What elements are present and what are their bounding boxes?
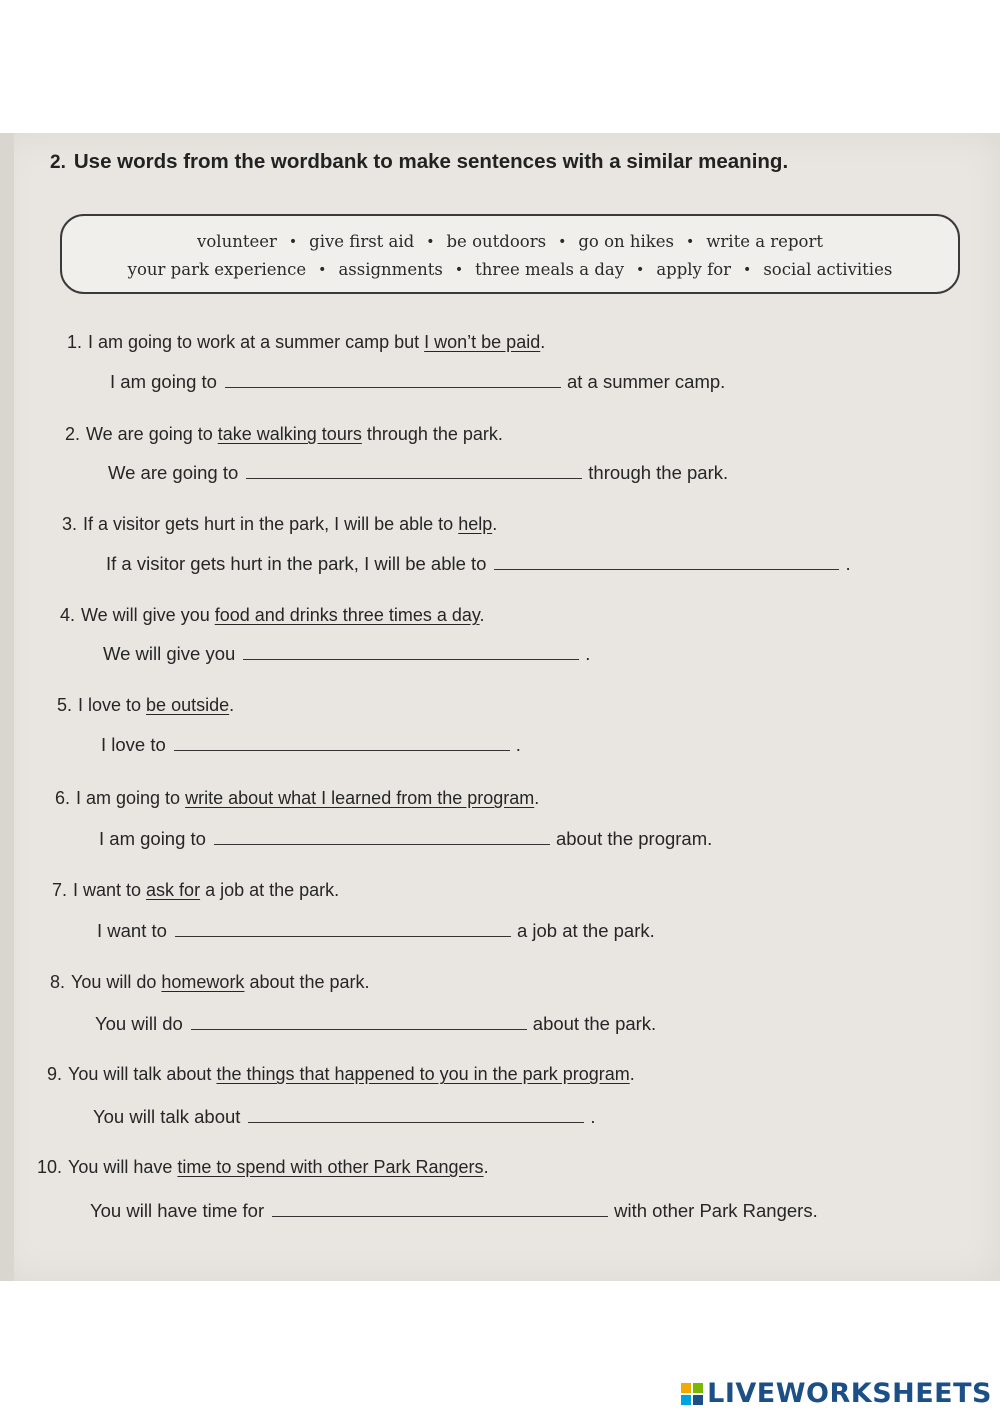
wordbank-word: assignments	[338, 260, 443, 279]
answer-line-10: You will have time for with other Park Rangers.	[90, 1200, 818, 1221]
wordbank	[60, 214, 960, 294]
wordbank-line-1	[62, 232, 958, 251]
answer-line-2: We are going to through the park.	[108, 462, 729, 483]
answer-blank-9[interactable]	[248, 1108, 584, 1123]
underlined-phrase: homework	[161, 972, 245, 992]
question-6: 6. I am going to write about what I learned from the program.	[54, 788, 540, 808]
bullet-icon: •	[426, 234, 435, 250]
wordbank-word: volunteer	[197, 232, 277, 251]
underlined-phrase: write about what I learned from the program	[185, 788, 535, 808]
question-4: 4. We will give you food and drinks three times a day.	[59, 605, 485, 625]
logo-squares-icon	[681, 1383, 703, 1405]
answer-blank-7[interactable]	[175, 922, 511, 937]
answer-blank-10[interactable]	[272, 1202, 608, 1217]
wordbank-word: go on hikes	[578, 232, 675, 251]
question-9: 9. You will talk about the things that happened to you in the park program.	[46, 1064, 635, 1084]
answer-line-9: You will talk about .	[93, 1106, 596, 1127]
exercise-number: 2.	[50, 152, 66, 173]
wordbank-line-2	[62, 260, 958, 279]
question-7: 7. I want to ask for a job at the park.	[51, 880, 340, 900]
wordbank-word: be outdoors	[446, 232, 547, 251]
answer-blank-2[interactable]	[246, 464, 582, 479]
wordbank-word: your park experience	[127, 260, 307, 279]
bullet-icon: •	[558, 234, 567, 250]
wordbank-word: apply for	[656, 260, 732, 279]
answer-line-7: I want to a job at the park.	[97, 920, 655, 941]
bullet-icon: •	[318, 262, 327, 278]
wordbank-word: write a report	[706, 232, 823, 251]
logo-text: LIVEWORKSHEETS	[707, 1378, 992, 1409]
bullet-icon: •	[636, 262, 645, 278]
question-10: 10. You will have time to spend with other Park Rangers.	[36, 1157, 489, 1177]
wordbank-word: social activities	[763, 260, 893, 279]
underlined-phrase: ask for	[146, 880, 201, 900]
underlined-phrase: time to spend with other Park Rangers	[177, 1157, 484, 1177]
answer-blank-1[interactable]	[225, 373, 561, 388]
bullet-icon: •	[743, 262, 752, 278]
bullet-icon: •	[288, 234, 298, 250]
answer-line-8: You will do about the park.	[95, 1013, 657, 1034]
exercise-instruction: Use words from the wordbank to make sentences with a similar meaning.	[73, 150, 789, 173]
underlined-phrase: food and drinks three times a day	[214, 605, 480, 625]
answer-line-5: I love to .	[101, 734, 521, 755]
question-2: 2. We are going to take walking tours through the park.	[64, 424, 503, 444]
question-8: 8. You will do homework about the park.	[49, 972, 370, 992]
answer-blank-4[interactable]	[243, 645, 579, 660]
answer-blank-8[interactable]	[191, 1015, 527, 1030]
answer-line-6: I am going to about the program.	[99, 828, 713, 849]
question-3: 3. If a visitor gets hurt in the park, I will be able to help.	[61, 514, 498, 534]
wordbank-word: three meals a day	[475, 260, 625, 279]
answer-line-4: We will give you .	[103, 643, 591, 664]
answer-blank-6[interactable]	[214, 830, 550, 845]
question-5: 5. I love to be outside.	[56, 695, 235, 715]
page-edge	[0, 133, 14, 1281]
underlined-phrase: help	[458, 514, 493, 534]
bullet-icon: •	[686, 234, 695, 250]
answer-blank-5[interactable]	[174, 736, 510, 751]
liveworksheets-logo	[681, 1378, 992, 1409]
underlined-phrase: be outside	[146, 695, 230, 715]
answer-line-1: I am going to at a summer camp.	[110, 371, 726, 392]
exercise-title	[50, 150, 788, 174]
bullet-icon: •	[454, 262, 464, 278]
underlined-phrase: take walking tours	[217, 424, 362, 444]
answer-blank-3[interactable]	[494, 555, 839, 570]
question-1: 1. I am going to work at a summer camp but I won’t be paid.	[66, 332, 546, 352]
underlined-phrase: I won’t be paid	[424, 332, 541, 352]
underlined-phrase: the things that happened to you in the park program	[216, 1064, 630, 1084]
wordbank-word: give first aid	[309, 232, 415, 251]
answer-line-3: If a visitor gets hurt in the park, I will be able to .	[106, 553, 851, 574]
